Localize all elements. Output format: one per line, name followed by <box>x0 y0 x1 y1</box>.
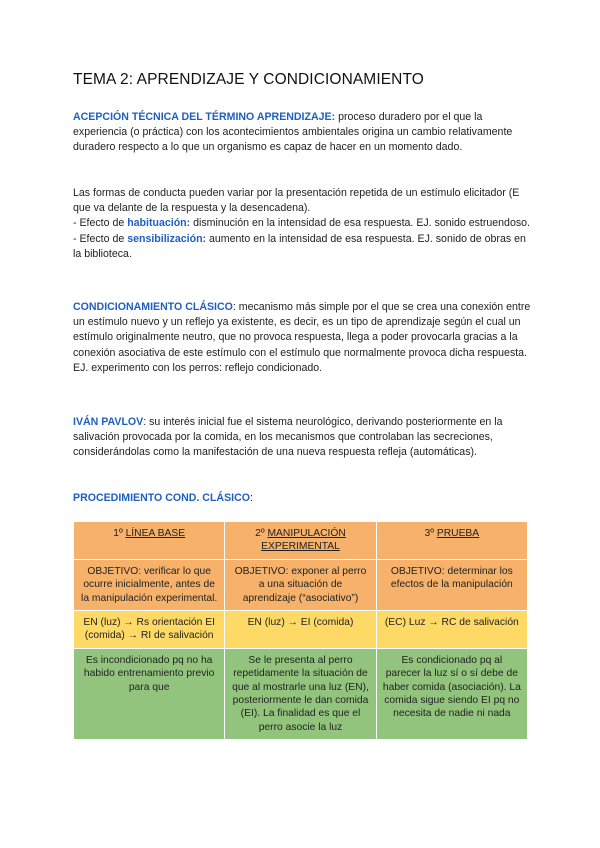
table-cell: OBJETIVO: exponer al perro a una situación de aprendizaje (“asociativo”) <box>225 559 376 610</box>
table-cell: EN (luz) → EI (comida) <box>225 611 376 649</box>
header-label: PRUEBA <box>436 528 480 539</box>
header-prefix: 3º <box>424 528 437 539</box>
condicionamiento-paragraph <box>73 300 533 376</box>
condicionamiento-term: CONDICIONAMIENTO CLÁSICO <box>73 301 233 313</box>
pavlov-paragraph <box>73 415 533 461</box>
procedimiento-suffix: : <box>249 492 253 504</box>
acepcion-paragraph <box>73 110 533 156</box>
table-cell: EN (luz) → Rs orientación EI (comida) → RI de salivación <box>74 611 225 649</box>
table-row-notas <box>74 648 528 739</box>
table-header-row <box>74 522 528 560</box>
sensibilizacion-text: aumento en la intensidad de esa respuesta. EJ. sonido de obras en la biblioteca. <box>73 232 526 260</box>
header-prefix: 1º <box>113 528 126 539</box>
acepcion-term: ACEPCIÓN TÉCNICA DEL TÉRMINO APRENDIZAJE: <box>73 111 336 123</box>
habituacion-text: disminución en la intensidad de esa respuesta. EJ. sonido estruendoso. <box>190 217 530 230</box>
procedimiento-table <box>73 521 528 740</box>
sensibilizacion-term: sensibilización: <box>127 232 207 245</box>
header-label: MANIPULACIÓN EXPERIMENTAL <box>261 528 346 553</box>
table-cell: OBJETIVO: determinar los efectos de la manipulación <box>376 559 527 610</box>
table-cell: Es incondicionado pq no ha habido entrenamiento previo para que <box>74 648 225 739</box>
procedimiento-term: PROCEDIMIENTO COND. CLÁSICO <box>73 492 250 504</box>
table-cell: Se le presenta al perro repetidamente la situación de que al mostrarle una luz (EN), posteriormente le dan comida (EI). La finalidad es que el perro asocie la luz <box>225 648 376 739</box>
sensibilizacion-line <box>73 232 533 262</box>
table-cell: Es condicionado pq al parecer la luz sí o sí debe de haber comida (asociación). La comida sigue siendo EI pq no necesita de nadie ni nada <box>376 648 527 739</box>
header-prefix: 2º <box>255 528 268 539</box>
header-cell-prueba <box>376 522 527 560</box>
header-cell-linea-base <box>74 522 225 560</box>
table-row-objetivos <box>74 559 528 610</box>
pavlov-term: IVÁN PAVLOV <box>73 416 144 428</box>
page-title: TEMA 2: APRENDIZAJE Y CONDICIONAMIENTO <box>73 71 424 88</box>
table-row-estimulos <box>74 611 528 649</box>
header-cell-manipulacion <box>225 522 376 560</box>
pavlov-text: : su interés inicial fue el sistema neurológico, derivando posteriormente en la salivación provocada por la comida, en los mecanismos que controlaban las secreciones, considerándolas como la manifestación de una nueva respuesta refleja (automáticas). <box>73 416 503 459</box>
habituacion-prefix: - Efecto de <box>73 217 128 230</box>
formas-paragraph <box>73 186 533 262</box>
procedimiento-heading <box>73 491 533 506</box>
habituacion-line <box>73 216 533 231</box>
table-cell: (EC) Luz → RC de salivación <box>376 611 527 649</box>
habituacion-term: habituación: <box>127 217 191 230</box>
sensibilizacion-prefix: - Efecto de <box>73 232 128 245</box>
formas-intro: Las formas de conducta pueden variar por la presentación repetida de un estímulo elicitador (E que va delante de la respuesta y la desencadena). <box>73 187 520 215</box>
acepcion-text: proceso duradero por el que la experiencia (o práctica) con los acontecimientos ambientales origina un cambio relativamente duradero respecto a lo que un organismo es capaz de hacer en un momento dado. <box>73 111 513 154</box>
header-label: LÍNEA BASE <box>125 528 186 539</box>
condicionamiento-text: : mecanismo más simple por el que se crea una conexión entre un estímulo nuevo y un reflejo ya existente, es decir, es un tipo de aprendizaje según el cual un estímulo originalmente neutro, que no provoca respuesta, llega a poder provocarla gracias a la conexión asociativa de este estímulo con el estímulo que normalmente provoca dicha respuesta. EJ. experimento con los perros: reflejo condicionado. <box>73 301 531 374</box>
table-cell: OBJETIVO: verificar lo que ocurre inicialmente, antes de la manipulación experimental. <box>74 559 225 610</box>
